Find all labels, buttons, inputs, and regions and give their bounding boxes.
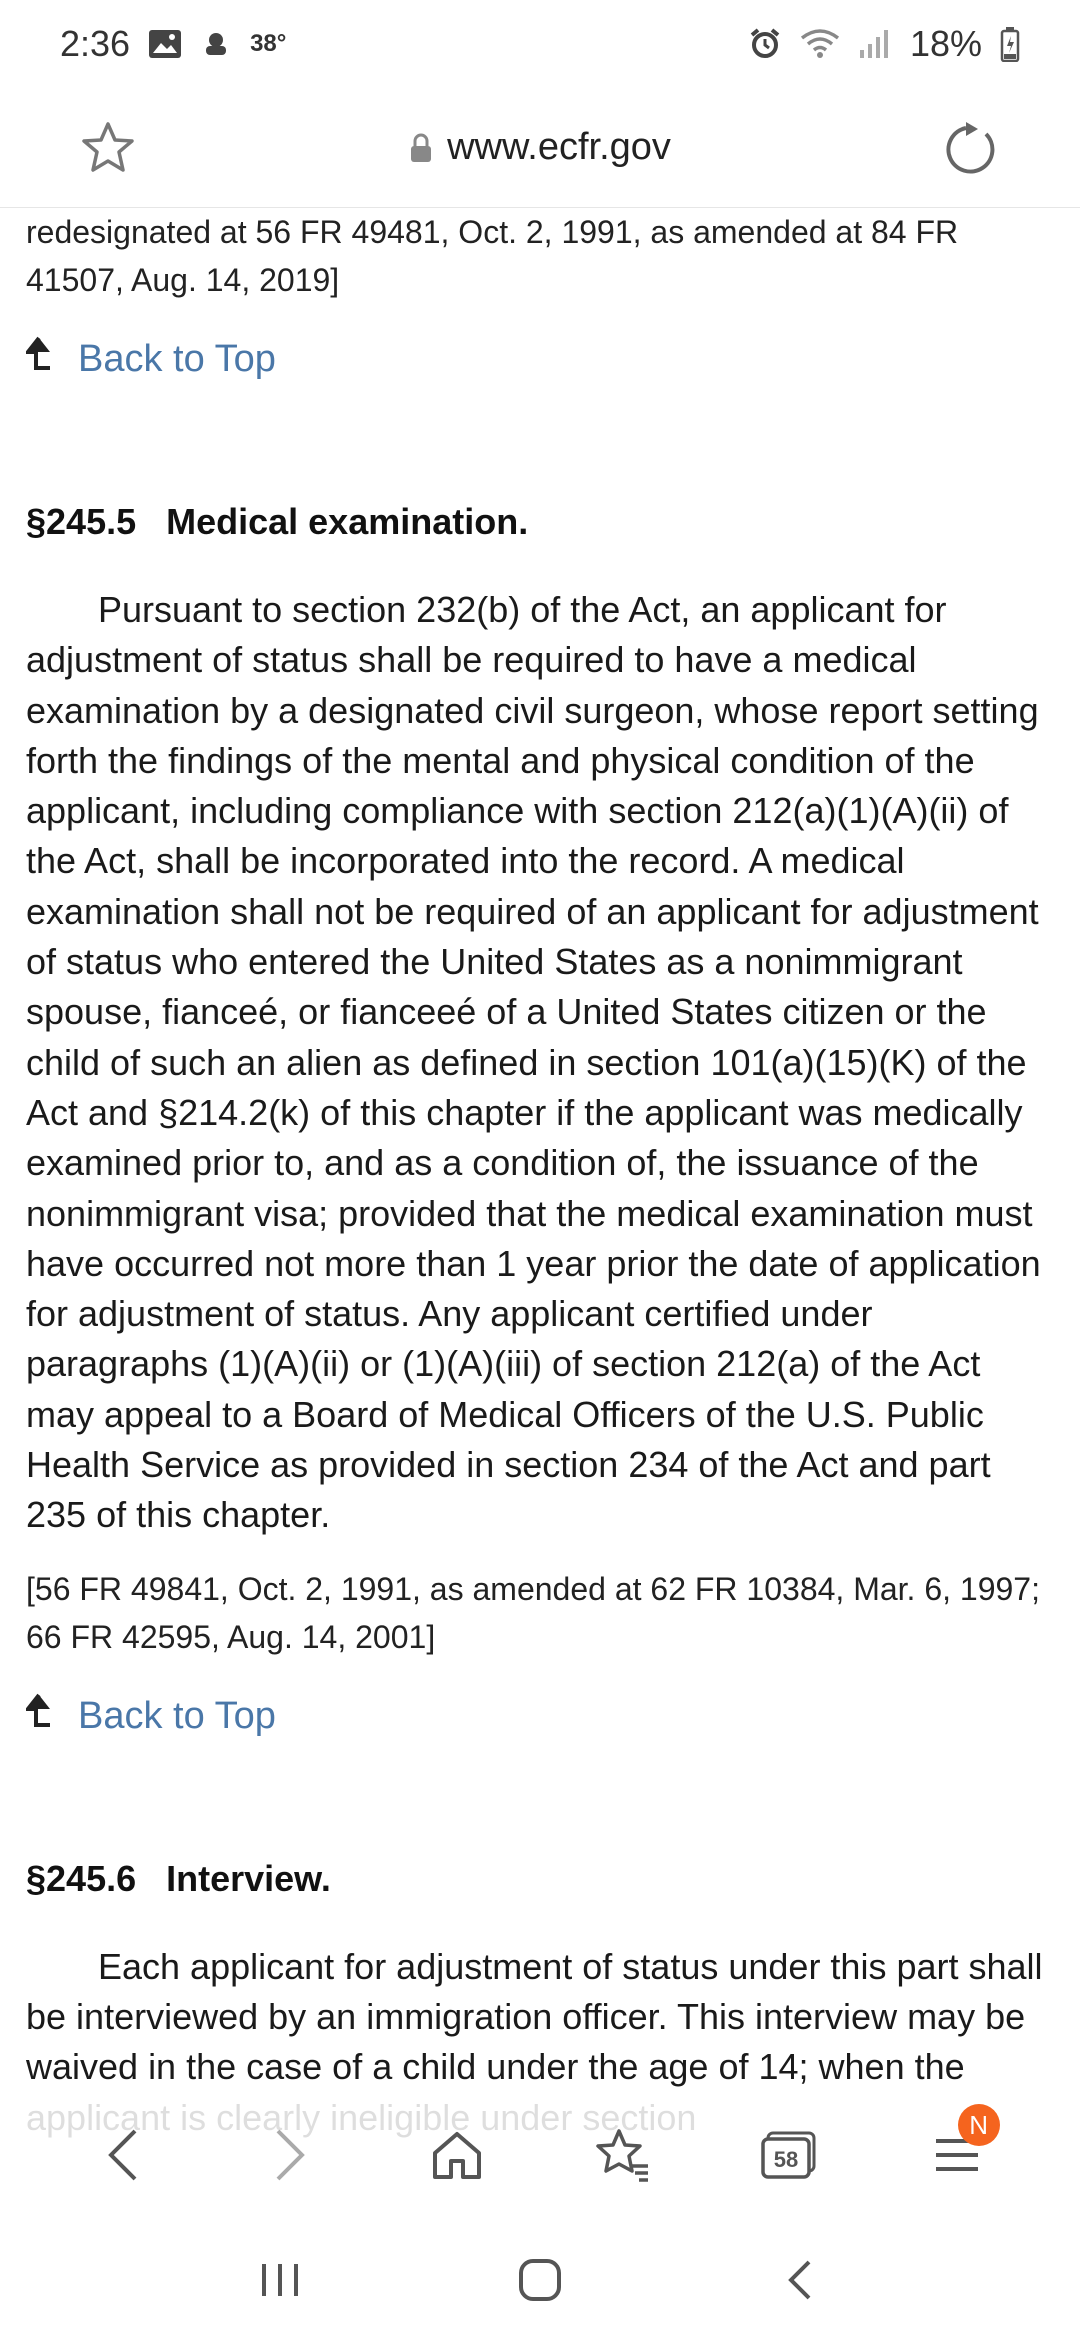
section-number: §245.5: [26, 501, 137, 542]
gallery-icon: [148, 29, 182, 59]
lock-icon: [409, 132, 433, 164]
previous-section-citation: redesignated at 56 FR 49481, Oct. 2, 1991, as amended at 84 FR 41507, Aug. 14, 2019]: [26, 214, 959, 298]
back-arrow-icon: [103, 2127, 143, 2183]
alarm-icon: [748, 27, 782, 61]
back-to-top-arrow-icon: [26, 336, 56, 383]
system-nav-bar: [0, 2220, 1080, 2340]
url-field[interactable]: [409, 126, 671, 169]
bookmark-star-icon[interactable]: [80, 121, 136, 175]
menu-notification-badge: N: [958, 2104, 1000, 2146]
forward-arrow-icon: [270, 2127, 310, 2183]
home-button[interactable]: [412, 2110, 502, 2200]
home-nav-button[interactable]: [495, 2235, 585, 2325]
battery-percent: 18%: [909, 23, 982, 64]
reload-icon[interactable]: [944, 120, 1000, 176]
recent-apps-button[interactable]: [235, 2235, 325, 2325]
back-to-top-label: Back to Top: [78, 338, 276, 380]
section-245-5-body: Pursuant to section 232(b) of the Act, an applicant for adjustment of status shall be required to have a medical examination by a designated civil surgeon, whose report setting forth the findings of the mental and physical condition of the applicant, including compliance with section 212(a)(1)(A)(ii) of the Act, shall be incorporated into the record. A medical examination shall not be required of an applicant for adjustment of status who entered the United States as a nonimmigrant spouse, fianceé, or fianceeé of a United States citizen or the child of such an alien as defined in section 101(a)(15)(K) of the Act and §214.2(k) of this chapter if the applicant was medically examined prior to, and as a condition of, the issuance of the nonimmigrant visa; provided that the medical examination must have occurred not more than 1 year prior the date of application for adjustment of status. Any applicant certified under paragraphs (1)(A)(ii) or (1)(A)(iii) of section 212(a) of the Act may appeal to a Board of Medical Officers of the U.S. Public Health Service as provided in section 234 of the Act and part 235 of this chapter.: [26, 589, 1041, 1536]
back-button[interactable]: [78, 2110, 168, 2200]
back-to-top-link[interactable]: [26, 336, 1054, 383]
page-content: [0, 208, 1080, 2143]
browser-url-bar: [0, 88, 1080, 208]
home-nav-icon: [517, 2257, 563, 2303]
section-245-6-heading: [26, 1858, 1054, 1900]
bookmarks-button[interactable]: [578, 2110, 668, 2200]
wifi-icon: [800, 28, 840, 60]
back-nav-icon: [785, 2258, 815, 2302]
browser-toolbar: [0, 2090, 1080, 2220]
status-left: [60, 23, 286, 65]
status-right: [748, 23, 1020, 65]
bookmarks-icon: [595, 2128, 651, 2182]
tabs-button[interactable]: [745, 2110, 835, 2200]
section-245-5-citation: [56 FR 49841, Oct. 2, 1991, as amended at 62 FR 10384, Mar. 6, 1997; 66 FR 42595, Aug. 14, 2001]: [26, 1570, 1040, 1655]
back-to-top-link[interactable]: [26, 1693, 1054, 1740]
weather-icon: [200, 28, 232, 60]
back-to-top-arrow-icon: [26, 1693, 56, 1740]
tab-count: 58: [773, 2147, 799, 2172]
signal-icon: [858, 28, 892, 60]
status-time: 2:36: [60, 23, 131, 64]
status-bar: [0, 0, 1080, 88]
home-icon: [431, 2129, 483, 2181]
back-to-top-label: Back to Top: [78, 1694, 276, 1737]
section-245-5-heading: [26, 501, 1054, 543]
section-title: Interview.: [166, 1857, 331, 1899]
back-nav-button[interactable]: [755, 2235, 845, 2325]
battery-icon: [1000, 26, 1020, 62]
section-245-6-body: Each applicant for adjustment of status under this part shall be interviewed by an immigration officer. This interview may be waived in the case of a child under the age of 14; when the: [26, 1945, 1043, 2088]
menu-button[interactable]: [912, 2110, 1002, 2200]
status-temperature: 38°: [250, 30, 287, 57]
tabs-icon: [760, 2129, 820, 2181]
recent-apps-icon: [258, 2260, 302, 2300]
section-title: Medical examination.: [166, 501, 529, 542]
url-text: www.ecfr.gov: [447, 126, 671, 168]
section-number: §245.6: [26, 1857, 137, 1899]
forward-button[interactable]: [245, 2110, 335, 2200]
